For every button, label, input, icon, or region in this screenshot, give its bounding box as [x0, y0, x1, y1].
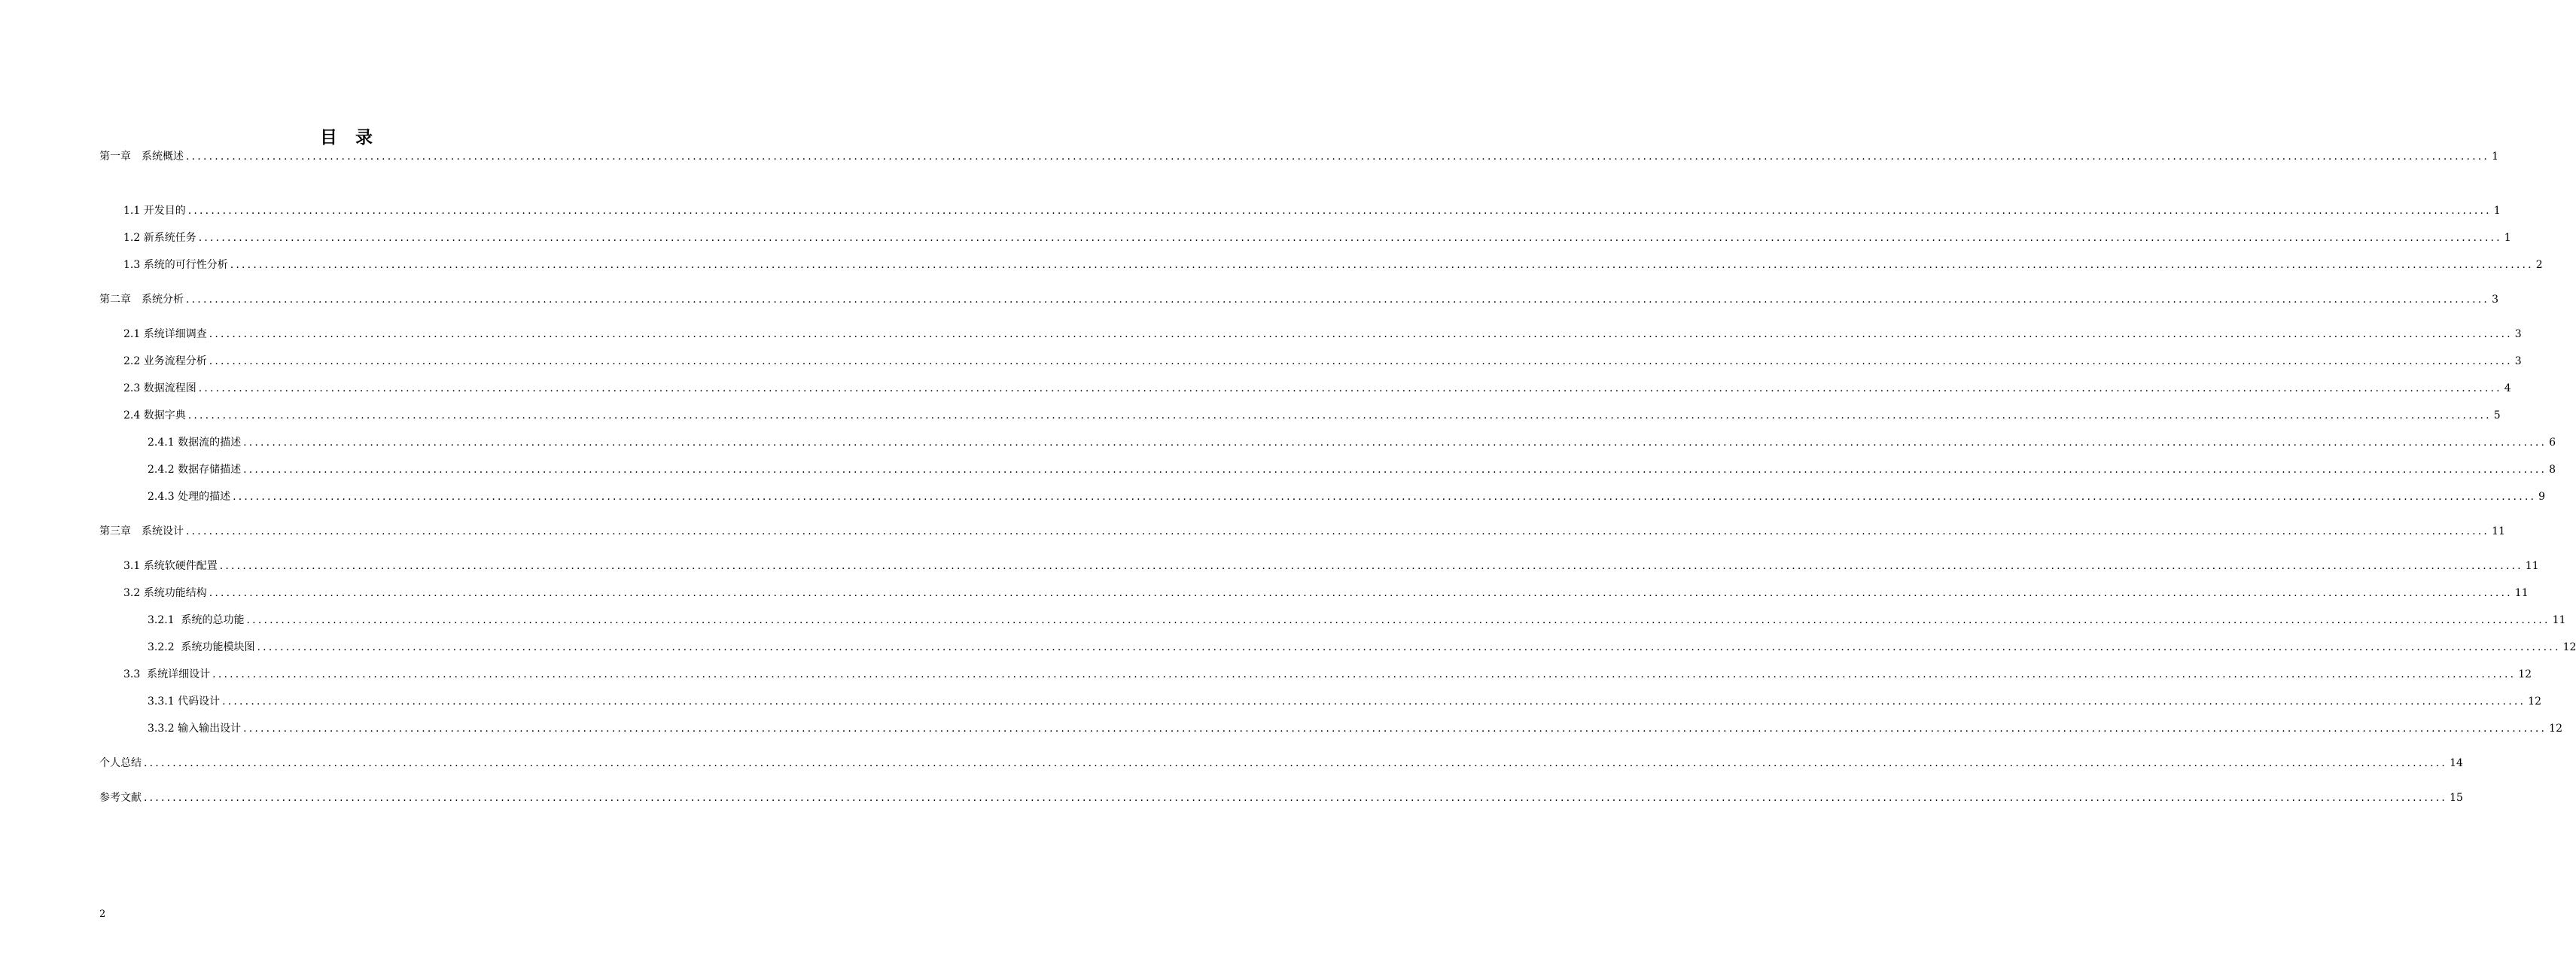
toc-dot-leader: ................................................................................................................................................................................................................................................................................................................................................................................................................ [186, 294, 2490, 306]
toc-entry[interactable] [148, 640, 2576, 655]
toc-entry[interactable] [123, 203, 2501, 218]
toc-entry-label: 2.1 系统详细调查 [123, 328, 207, 340]
toc-entry-label: 第一章 系统概述 [99, 151, 184, 163]
toc-entry-page: 8 [2549, 464, 2556, 476]
toc-dot-leader: ................................................................................................................................................................................................................................................................................................................................................................................................................ [209, 328, 2513, 340]
toc-entry-page: 9 [2538, 491, 2546, 503]
toc-entry[interactable] [99, 756, 2463, 771]
toc-entry-page: 15 [2450, 792, 2463, 804]
toc-entry[interactable] [148, 721, 2562, 736]
page-title: 目录 [320, 128, 391, 148]
toc-dot-leader: ................................................................................................................................................................................................................................................................................................................................................................................................................ [233, 491, 2537, 503]
toc-entry[interactable] [123, 381, 2511, 396]
toc-dot-leader: ................................................................................................................................................................................................................................................................................................................................................................................................................ [212, 668, 2517, 680]
toc-entry-label: 1.1 开发目的 [123, 205, 186, 217]
toc-dot-leader: ................................................................................................................................................................................................................................................................................................................................................................................................................ [198, 382, 2502, 394]
toc-entry-page: 3 [2492, 294, 2498, 306]
toc-dot-leader: ................................................................................................................................................................................................................................................................................................................................................................................................................ [209, 587, 2513, 599]
toc-entry-page: 12 [2549, 723, 2562, 735]
toc-dot-leader: ................................................................................................................................................................................................................................................................................................................................................................................................................ [187, 205, 2492, 217]
toc-entry-label: 3.2 系统功能结构 [123, 587, 207, 599]
toc-dot-leader: ................................................................................................................................................................................................................................................................................................................................................................................................................ [198, 232, 2502, 244]
toc-entry[interactable] [123, 257, 2543, 272]
toc-entry-label: 1.3 系统的可行性分析 [123, 259, 228, 271]
toc-entry-page: 12 [2528, 695, 2541, 708]
toc-entry[interactable] [123, 408, 2501, 423]
toc-dot-leader: ................................................................................................................................................................................................................................................................................................................................................................................................................ [144, 757, 2448, 769]
toc-dot-leader: ................................................................................................................................................................................................................................................................................................................................................................................................................ [186, 525, 2490, 537]
toc-entry-page: 3 [2514, 355, 2522, 367]
toc-dot-leader: ................................................................................................................................................................................................................................................................................................................................................................................................................ [243, 464, 2547, 476]
toc-dot-leader: ................................................................................................................................................................................................................................................................................................................................................................................................................ [144, 792, 2448, 804]
toc-entry[interactable] [99, 292, 2498, 307]
toc-entry[interactable] [148, 489, 2546, 504]
toc-entry-label: 3.2.1 系统的总功能 [148, 614, 245, 626]
toc-entry[interactable] [148, 462, 2556, 477]
toc-entry-label: 2.4 数据字典 [123, 409, 186, 422]
toc-entry[interactable] [123, 230, 2511, 245]
toc-dot-leader: ................................................................................................................................................................................................................................................................................................................................................................................................................ [243, 723, 2547, 735]
toc-entry-label: 3.2.2 系统功能模块图 [148, 641, 255, 653]
toc-dot-leader: ................................................................................................................................................................................................................................................................................................................................................................................................................ [209, 355, 2513, 367]
toc-entry[interactable] [148, 435, 2556, 450]
toc-entry-label: 1.2 新系统任务 [123, 232, 196, 244]
toc-entry-page: 6 [2549, 437, 2556, 449]
toc-entry-page: 11 [2492, 525, 2505, 537]
toc-dot-leader: ................................................................................................................................................................................................................................................................................................................................................................................................................ [222, 695, 2526, 708]
toc-entry-page: 1 [2504, 232, 2511, 244]
toc-entry-page: 1 [2492, 151, 2498, 163]
toc-entry-page: 11 [2552, 614, 2566, 626]
toc-entry-page: 3 [2514, 328, 2522, 340]
toc-entry-page: 14 [2450, 757, 2463, 769]
toc-entry[interactable] [99, 149, 2498, 164]
toc-entry[interactable] [148, 613, 2566, 628]
toc-entry-page: 4 [2504, 382, 2511, 394]
toc-entry[interactable] [123, 667, 2532, 682]
toc-entry-label: 2.4.3 处理的描述 [148, 491, 231, 503]
toc-dot-leader: ................................................................................................................................................................................................................................................................................................................................................................................................................ [219, 560, 2523, 572]
toc-entry[interactable] [99, 524, 2505, 539]
toc-entry-label: 参考文献 [99, 792, 142, 804]
toc-entry-label: 第三章 系统设计 [99, 525, 184, 537]
toc-dot-leader: ................................................................................................................................................................................................................................................................................................................................................................................................................ [243, 437, 2547, 449]
toc-entry-page: 1 [2493, 205, 2501, 217]
toc-dot-leader: ................................................................................................................................................................................................................................................................................................................................................................................................................ [187, 409, 2492, 422]
toc-entry[interactable] [123, 586, 2529, 601]
toc-entry[interactable] [123, 327, 2522, 342]
toc-entry[interactable] [99, 790, 2463, 805]
toc-entry-label: 第二章 系统分析 [99, 294, 184, 306]
toc-entry[interactable] [148, 694, 2541, 709]
toc-entry-label: 2.3 数据流程图 [123, 382, 196, 394]
toc-entry-label: 3.3.2 输入输出设计 [148, 723, 242, 735]
toc-entry-label: 2.4.2 数据存储描述 [148, 464, 242, 476]
page-number: 2 [99, 908, 106, 920]
toc-dot-leader: ................................................................................................................................................................................................................................................................................................................................................................................................................ [246, 614, 2550, 626]
toc-entry-label: 2.4.1 数据流的描述 [148, 437, 242, 449]
toc-entry-page: 11 [2525, 560, 2539, 572]
toc-entry[interactable] [123, 354, 2522, 369]
toc-entry-page: 2 [2535, 259, 2543, 271]
toc-entry-label: 个人总结 [99, 757, 142, 769]
toc-entry-page: 5 [2493, 409, 2501, 422]
toc-entry-label: 3.1 系统软硬件配置 [123, 560, 218, 572]
toc-dot-leader: ................................................................................................................................................................................................................................................................................................................................................................................................................ [257, 641, 2561, 653]
toc-dot-leader: ................................................................................................................................................................................................................................................................................................................................................................................................................ [230, 259, 2534, 271]
toc-entry-page: 12 [2518, 668, 2532, 680]
toc-dot-leader: ................................................................................................................................................................................................................................................................................................................................................................................................................ [186, 151, 2490, 163]
toc-entry-page: 12 [2562, 641, 2576, 653]
toc-entry-label: 3.3 系统详细设计 [123, 668, 211, 680]
toc-entry[interactable] [123, 558, 2539, 574]
toc-entry-label: 3.3.1 代码设计 [148, 695, 221, 708]
toc-entry-page: 11 [2514, 587, 2529, 599]
toc-entry-label: 2.2 业务流程分析 [123, 355, 207, 367]
